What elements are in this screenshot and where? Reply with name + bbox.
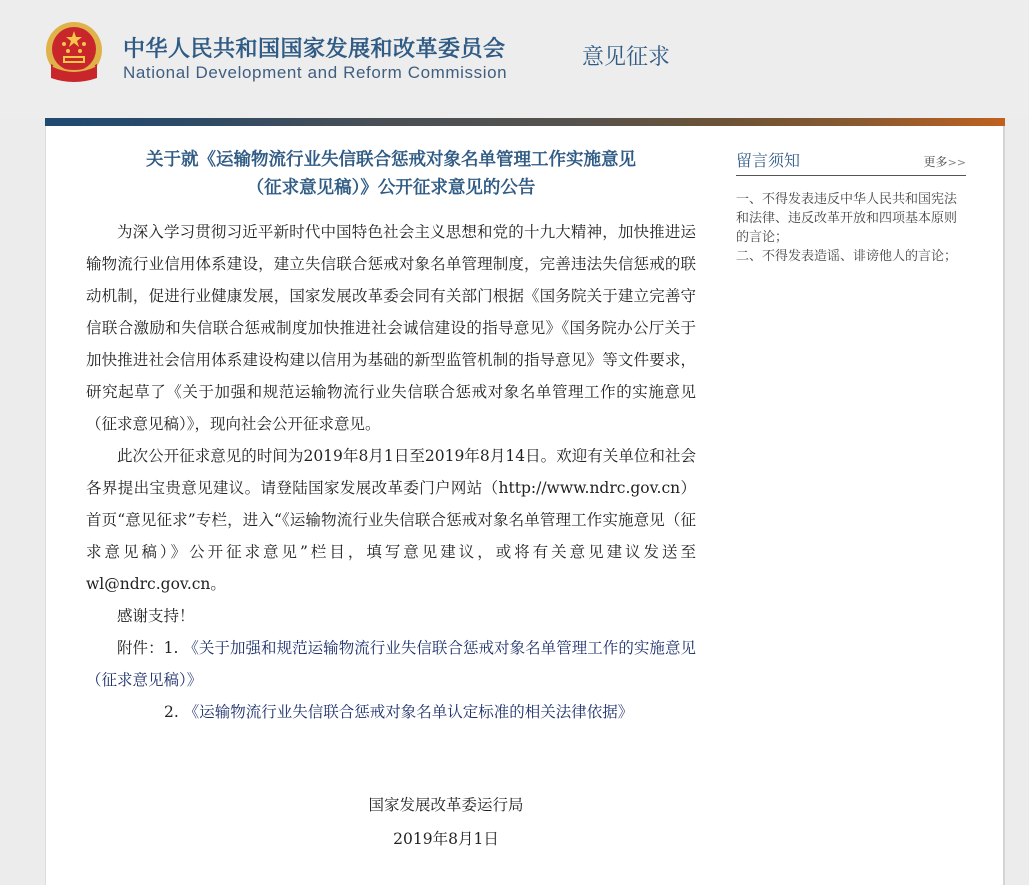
article-body <box>86 216 696 728</box>
site-header <box>0 0 1029 118</box>
attachments-label: 附件： <box>117 639 164 657</box>
signature-org: 国家发展改革委运行局 <box>368 796 524 814</box>
attachment-2-number: 2. <box>164 703 179 721</box>
header-gradient-bar <box>45 118 1005 126</box>
paragraph-consultation: 此次公开征求意见的时间为2019年8月1日至2019年8月14日。欢迎有关单位和社会各界提出宝贵意见建议。请登陆国家发展改革委门户网站（http://www.ndrc.gov.cn）首页“意见征求”专栏，进入“《运输物流行业失信联合惩戒对象名单管理工作实施意见（征求意见稿）》公开征求意见”栏目，填写意见建议，或将有关意见建议发送至wl@ndrc.gov.cn。 <box>86 447 696 593</box>
signature <box>286 788 606 856</box>
article-title <box>86 146 696 202</box>
article-title-line2: （征求意见稿）》公开征求意见的公告 <box>246 178 536 198</box>
signature-date: 2019年8月1日 <box>393 830 499 848</box>
double-chevron-right-icon: >> <box>947 156 966 169</box>
attachment-1 <box>86 632 696 696</box>
more-label: 更多 <box>923 155 948 169</box>
more-link[interactable] <box>924 153 966 170</box>
rule-item: 二、不得发表造谣、诽谤他人的言论； <box>736 249 958 264</box>
sidebar-notice <box>736 146 966 266</box>
section-title[interactable]: 意见征求 <box>582 45 671 70</box>
attachment-2 <box>86 696 696 728</box>
article-title-line1: 关于就《运输物流行业失信联合惩戒对象名单管理工作实施意见 <box>146 150 636 170</box>
paragraph-thanks: 感谢支持！ <box>117 607 195 625</box>
rule-item: 一、不得发表违反中华人民共和国宪法和法律、违反改革开放和四项基本原则的言论； <box>736 192 958 245</box>
sidebar-title: 留言须知 <box>736 151 801 170</box>
article <box>86 146 696 728</box>
attachment-2-link[interactable]: 《运输物流行业失信联合惩戒对象名单认定标准的相关法律依据》 <box>183 703 634 721</box>
sidebar-header <box>736 146 966 176</box>
national-emblem-icon <box>43 20 105 86</box>
paragraph-intro: 为深入学习贯彻习近平新时代中国特色社会主义思想和党的十九大精神，加快推进运输物流行业信用体系建设，建立失信联合惩戒对象名单管理制度，完善违法失信惩戒的联动机制，促进行业健康发展，国家发展改革委会同有关部门根据《国务院关于建立完善守信联合激励和失信联合惩戒制度加快推进社会诚信建设的指导意见》《国务院办公厅关于加快推进社会信用体系建设构建以信用为基础的新型监管机制的指导意见》等文件要求，研究起草了《关于加强和规范运输物流行业失信联合惩戒对象名单管理工作的实施意见（征求意见稿）》，现向社会公开征求意见。 <box>86 223 696 433</box>
attachment-1-number: 1. <box>163 639 179 657</box>
attachment-1-link[interactable]: 《关于加强和规范运输物流行业失信联合惩戒对象名单管理工作的实施意见（征求意见稿）》 <box>86 639 696 689</box>
content-panel <box>45 126 1005 885</box>
site-name-english[interactable]: National Development and Reform Commission <box>123 63 508 82</box>
sidebar-rules <box>736 190 966 266</box>
site-name-chinese[interactable]: 中华人民共和国国家发展和改革委员会 <box>123 37 506 62</box>
